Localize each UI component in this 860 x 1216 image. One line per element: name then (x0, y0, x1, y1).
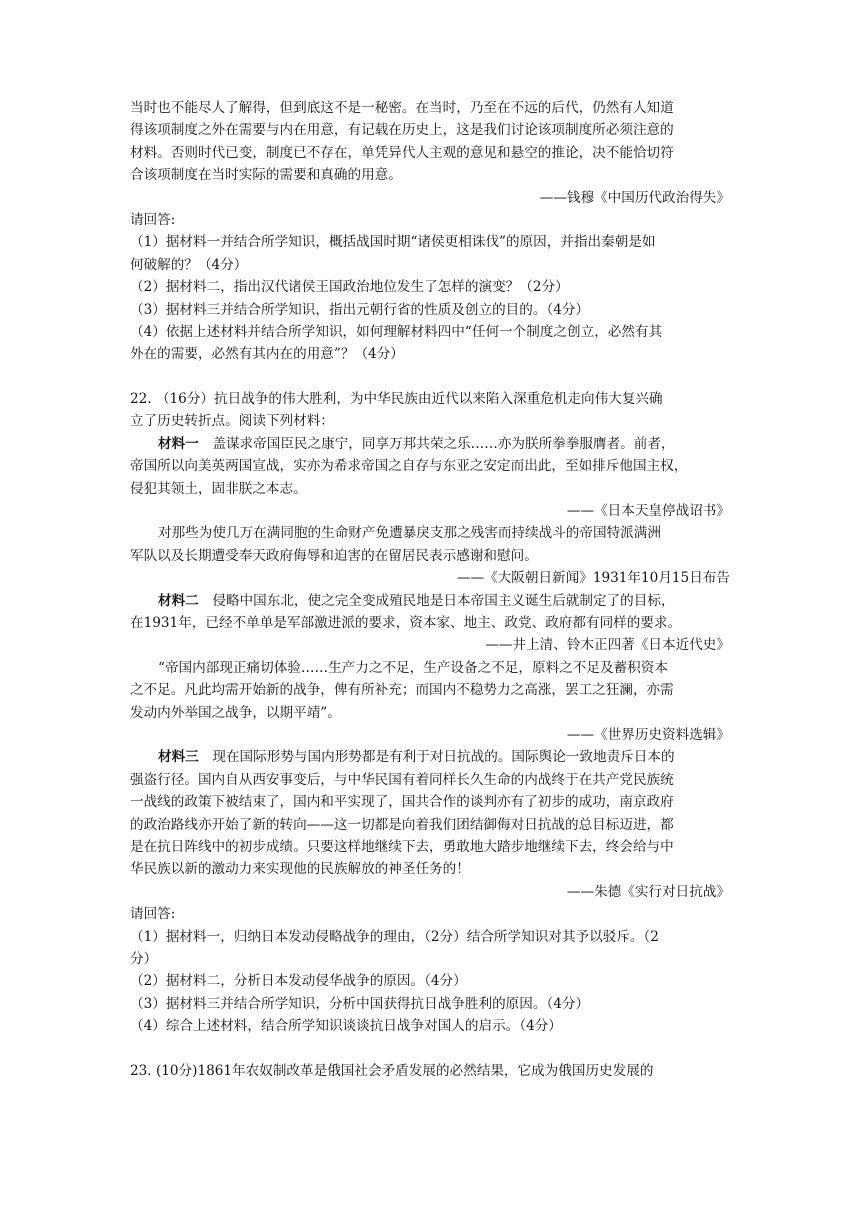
source-citation: ——《世界历史资料选辑》 (566, 726, 730, 743)
sub-question: （4）依据上述材料并结合所学知识，如何理解材料四中“任何一个制度之创立，必然有其 (130, 324, 663, 341)
material-1-label: 材料一 (158, 435, 199, 452)
material-2-line: 在1931年，已经不单单是军部激进派的要求，资本家、地主、政党、政府都有同样的要求。 (130, 614, 682, 631)
source-citation: ——朱德《实行对日抗战》 (566, 883, 730, 900)
source-citation: ——《大阪朝日新闻》1931年10月15日布告 (456, 570, 730, 587)
question-intro: 立了历史转折点。阅读下列材料： (130, 413, 334, 430)
material-1-line: 侵犯其领土，固非朕之本志。 (130, 480, 307, 497)
material-3-label: 材料三 (158, 749, 199, 766)
material-2b-line: 之不足。凡此均需开始新的战争，俾有所补充；而国内不稳势力之高涨，罢工之狂澜，亦需 (130, 682, 674, 699)
top-passage (130, 97, 730, 209)
material-3-line: 华民族以新的激动力来实现他的民族解放的神圣任务的！ (130, 861, 470, 878)
passage-line: 合该项制度在当时实际的需要和真确的用意。 (130, 167, 402, 184)
answer-prompt: 请回答: (130, 906, 176, 923)
sub-question: （2）据材料二，指出汉代诸侯王国政治地位发生了怎样的演变？（2分） (130, 279, 569, 296)
question-intro: 22. （16分）抗日战争的伟大胜利，为中华民族由近代以来陷入深重危机走向伟大复兴确 (130, 390, 663, 407)
material-1b-line: 军队以及长期遭受奉天政府侮辱和迫害的在留居民表示感谢和慰问。 (130, 547, 538, 564)
passage-line: 材料。否则时代已变，制度已不存在，单凭异代人主观的意见和悬空的推论，决不能恰切符 (130, 144, 674, 161)
material-1-text: 盖谋求帝国臣民之康宁，同享万邦共荣之乐……亦为朕所拳拳服膺者。前者， (198, 435, 675, 452)
source-citation: ——《日本天皇停战诏书》 (566, 502, 730, 519)
material-1-line (130, 433, 730, 455)
material-1-line: 帝国所以向美英两国宣战，实亦为希求帝国之自存与东亚之安定而出此，至如排斥他国主权， (130, 458, 688, 475)
material-3-line: 的政治路线亦开始了新的转向——这一切都是向着我们团结御侮对日抗战的总目标迈进，都 (130, 816, 674, 833)
material-1b-line: 对那些为使几万在满同胞的生命财产免遭暴戾支那之残害而持续战斗的帝国特派满洲 (158, 525, 661, 542)
spacer (130, 366, 730, 388)
sub-question: 何破解的？（4分） (130, 256, 248, 273)
material-2b-line: 发动内外举国之战争，以期平靖”。 (130, 704, 341, 721)
sub-question: 外在的需要，必然有其内在的用意”？（4分） (130, 346, 404, 363)
question-22 (130, 388, 730, 1038)
sub-question: （3）据材料三并结合所学知识，指出元朝行省的性质及创立的目的。（4分） (130, 301, 590, 318)
sub-question: （2）据材料二，分析日本发动侵华战争的原因。（4分） (130, 973, 467, 990)
passage-line: 当时也不能尽人了解得，但到底这不是一秘密。在当时，乃至在不远的后代，仍然有人知道 (130, 100, 674, 116)
question-21-prompts (130, 209, 730, 366)
question-intro: 23. (10分)1861年农奴制改革是俄国社会矛盾发展的必然结果，它成为俄国历史发展的 (130, 1062, 654, 1079)
material-3-line: 是在抗日阵线中的初步成绩。只要这样地继续下去，勇敢地大踏步地继续下去，终会给与中 (130, 839, 674, 855)
material-3-line: 强盗行径。国内自从西安事变后，与中华民国有着同样长久生命的内战终于在共产党民族统 (130, 771, 674, 788)
material-2-line (130, 590, 730, 612)
material-3-line (130, 746, 730, 768)
source-citation: ——钱穆《中国历代政治得失》 (539, 189, 730, 206)
material-3-line: 一战线的政策下被结束了，国内和平实现了，国共合作的谈判亦有了初步的成功，南京政府 (130, 794, 674, 811)
sub-question: 分） (130, 951, 158, 968)
material-3-text: 现在国际形势与国内形势都是有利于对日抗战的。国际舆论一致地责斥日本的 (198, 749, 675, 766)
question-23 (130, 1060, 730, 1082)
spacer (130, 1038, 730, 1060)
sub-question: （4）综合上述材料，结合所学知识谈谈抗日战争对国人的启示。（4分） (130, 1018, 562, 1035)
material-2-text: 侵略中国东北，使之完全变成殖民地是日本帝国主义诞生后就制定了的目标， (198, 592, 675, 609)
answer-prompt: 请回答: (130, 212, 176, 229)
sub-question: （3）据材料三并结合所学知识，分析中国获得抗日战争胜利的原因。（4分） (130, 995, 590, 1012)
sub-question: （1）据材料一并结合所学知识，概括战国时期“诸侯更相诛伐”的原因，并指出秦朝是如 (130, 234, 656, 251)
sub-question: （1）据材料一，归纳日本发动侵略战争的理由，（2分）结合所学知识对其予以驳斥。（2 (130, 928, 659, 945)
material-2b-line: “帝国内部现正痛切体验……生产力之不足，生产设备之不足，原料之不足及蓄积资本 (158, 659, 668, 676)
source-citation: ——井上清、铃木正四著《日本近代史》 (485, 637, 730, 654)
exam-page (130, 97, 730, 1082)
passage-line: 得该项制度之外在需要与内在用意，有记载在历史上，这是我们讨论该项制度所必须注意的 (130, 122, 674, 139)
material-2-label: 材料二 (158, 592, 199, 609)
